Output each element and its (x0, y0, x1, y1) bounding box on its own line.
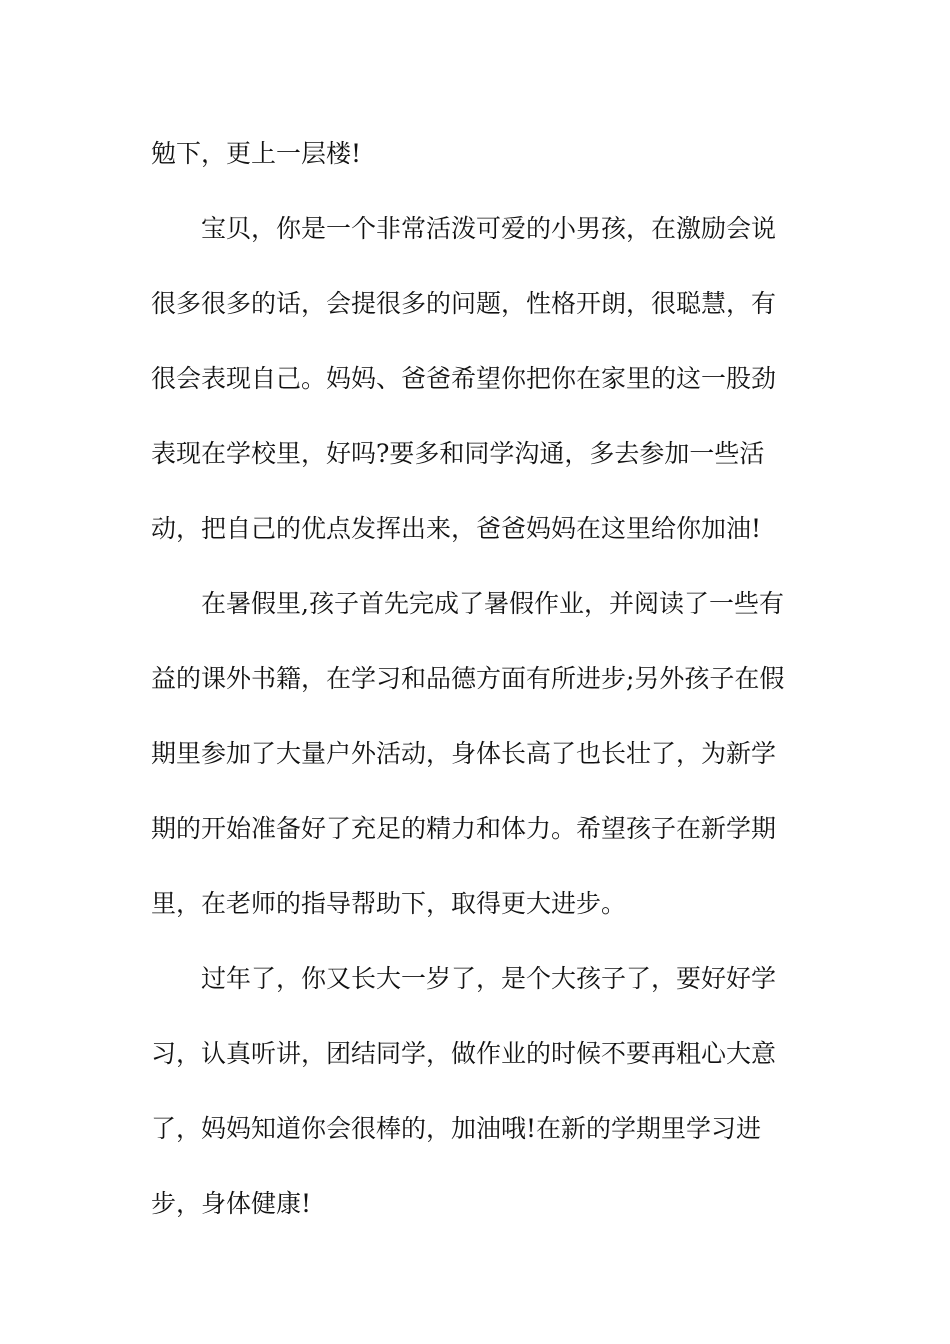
text-line: 了，妈妈知道你会很棒的，加油哦!在新的学期里学习进 (151, 1114, 762, 1143)
text-line: 步，身体健康! (151, 1189, 312, 1218)
text-line: 习，认真听讲，团结同学，做作业的时候不要再粗心大意 (151, 1039, 777, 1068)
document-body (151, 131, 811, 1256)
text-line: 很会表现自己。妈妈、爸爸希望你把你在家里的这一股劲 (151, 364, 777, 393)
text-line: 里，在老师的指导帮助下，取得更大进步。 (151, 889, 627, 918)
text-line: 期的开始准备好了充足的精力和体力。希望孩子在新学期 (151, 814, 777, 843)
paragraph-first-line: 宝贝，你是一个非常活泼可爱的小男孩，在激励会说 (201, 214, 777, 243)
text-line: 动，把自己的优点发挥出来，爸爸妈妈在这里给你加油! (151, 514, 762, 543)
text-line: 很多很多的话，会提很多的问题，性格开朗，很聪慧，有 (151, 289, 777, 318)
text-line: 表现在学校里，好吗?要多和同学沟通，多去参加一些活 (151, 439, 765, 468)
text-line: 益的课外书籍，在学习和品德方面有所进步;另外孩子在假 (151, 664, 785, 693)
paragraph-first-line: 在暑假里,孩子首先完成了暑假作业，并阅读了一些有 (201, 589, 784, 618)
text-line: 勉下，更上一层楼! (151, 139, 362, 168)
paragraph-first-line: 过年了，你又长大一岁了，是个大孩子了，要好好学 (201, 964, 777, 993)
text-line: 期里参加了大量户外活动，身体长高了也长壮了，为新学 (151, 739, 777, 768)
